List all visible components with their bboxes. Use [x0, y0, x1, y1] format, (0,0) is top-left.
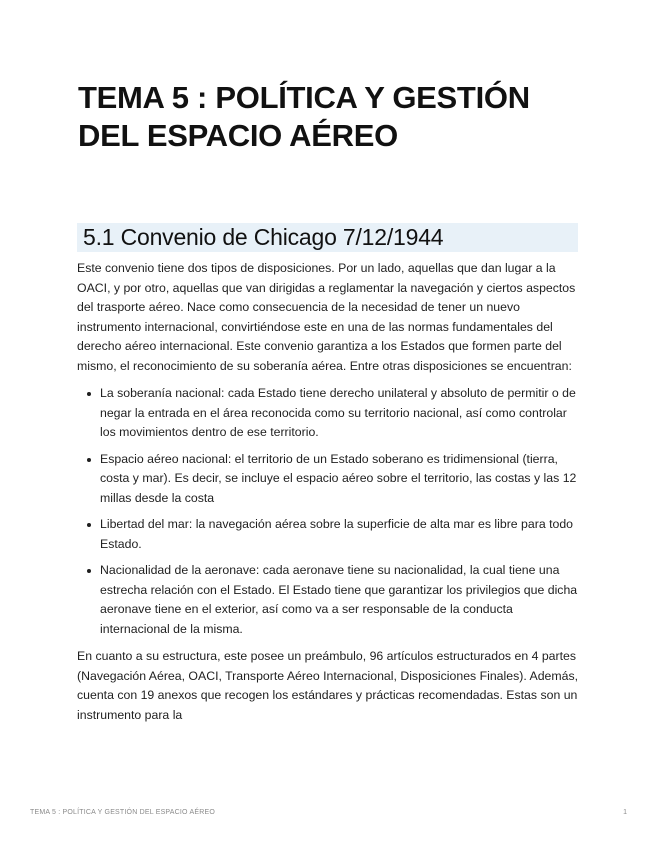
footer-page-number: 1 — [623, 809, 627, 816]
page-title: TEMA 5 : POLÍTICA Y GESTIÓN DEL ESPACIO AÉREO — [78, 80, 530, 153]
paragraph: En cuanto a su estructura, este posee un preámbulo, 96 artículos estructurados en 4 partes (Navegación Aérea, OACI, Transporte Aéreo Internacional, Disposiciones Finales). Además, cuenta con 19 anexos que recogen los estándares y prácticas recomendadas. Estas son un instrumento para la — [77, 649, 579, 722]
paragraph: Este convenio tiene dos tipos de disposiciones. Por un lado, aquellas que dan lugar a la OACI, y por otro, aquellas que van dirigidas a reglamentar la navegación y ciertos aspectos del trasporte aéreo. Nace como consecuencia de la necesidad de tener un nuevo instrumento internacional, convirtiéndose este en una de las normas fundamentales del derecho aéreo internacional. Este convenio garantiza a los Estados que formen parte del mismo, el reconocimiento de su soberanía aérea. Entre otras disposiciones se encuentran: — [77, 261, 576, 373]
body-text — [77, 259, 579, 725]
list-item — [77, 384, 579, 443]
bullet-icon — [87, 523, 91, 527]
list-item — [77, 515, 579, 554]
list-item-text: Nacionalidad de la aeronave: cada aeronave tiene su nacionalidad, la cual tiene una estrecha relación con el Estado. El Estado tiene que garantizar los privilegios que dicha aeronave tiene en el exterior, así como va a ser responsable de la conducta internacional de la misma. — [100, 563, 578, 636]
bullet-list — [77, 384, 579, 639]
bullet-icon — [87, 569, 91, 573]
footer-running-title: TEMA 5 : POLÍTICA Y GESTIÓN DEL ESPACIO AÉREO — [30, 809, 215, 816]
list-item — [77, 450, 579, 509]
list-item-text: Libertad del mar: la navegación aérea sobre la superficie de alta mar es libre para todo Estado. — [100, 517, 574, 551]
bullet-icon — [87, 458, 91, 462]
list-item — [77, 561, 579, 639]
list-item-text: La soberanía nacional: cada Estado tiene derecho unilateral y absoluto de permitir o de negar la entrada en el área reconocida como su territorio nacional, así como controlar los movimientos dentro de ese territorio. — [100, 386, 576, 439]
list-item-text: Espacio aéreo nacional: el territorio de un Estado soberano es tridimensional (tierra, costa y mar). Es decir, se incluye el espacio aéreo sobre el territorio, las costas y las 12 millas desde la costa — [100, 451, 577, 505]
section-heading: 5.1 Convenio de Chicago 7/12/1944 — [77, 223, 578, 252]
bullet-icon — [87, 392, 91, 396]
